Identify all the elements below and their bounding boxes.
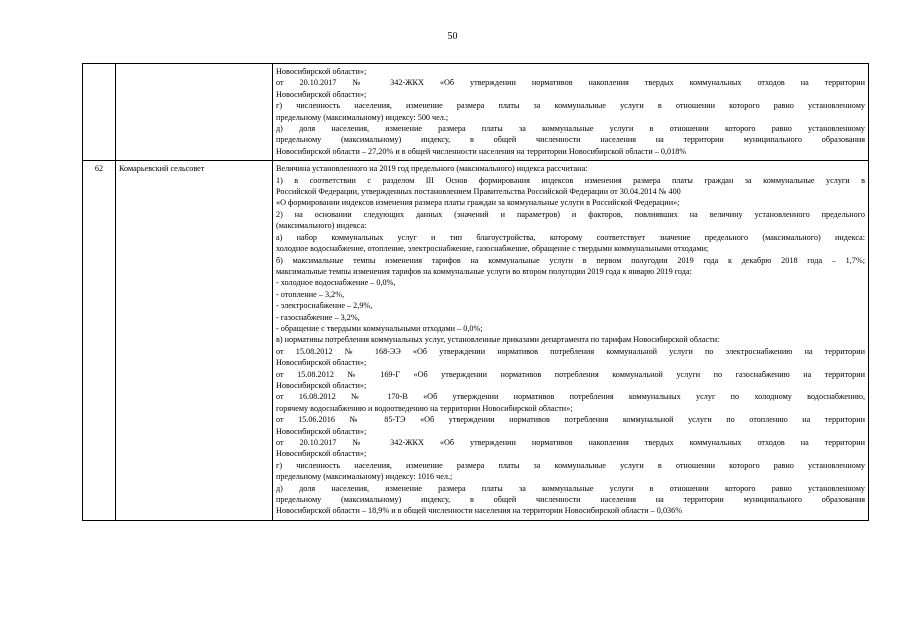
text-line: от 20.10.2017 № 342-ЖКХ «Об утверждении нормативов накопления твердых коммунальных отходов на территории — [276, 438, 865, 447]
text-line: - электроснабжение – 2,9%, — [276, 301, 373, 311]
table-row — [83, 64, 869, 161]
text-line: 1) в соответствии с разделом III Основ формирования индексов изменения размера платы граждан за коммунальные услуги в — [276, 175, 865, 185]
text-line: Новосибирской области»; — [276, 380, 367, 390]
row-number-cell — [83, 64, 116, 161]
text-line: Новосибирской области»; — [276, 358, 367, 368]
text-line: 2) на основании следующих данных (значений и параметров) и факторов, повлиявших на величину установленного предельного — [276, 209, 865, 219]
text-line: максимальные темпы изменения тарифов на коммунальные услуги во втором полугодии 2019 года к январю 2019 года: — [276, 266, 692, 276]
text-line: Новосибирской области – 18,9% и в общей численности населения на территории Новосибирской области – 0,036% — [276, 506, 683, 516]
text-line: предельному (максимальному) индексу, в общей численности населения на территории муниципального образования — [276, 135, 865, 145]
text-line: Российской Федерации, утвержденных постановлением Правительства Российской Федерации от 30.04.2014 № 400 — [276, 187, 681, 197]
text-line: горячему водоснабжению и водоотведению на территории Новосибирской области»; — [276, 403, 573, 413]
justification-text-cell — [273, 161, 869, 521]
text-line: - холодное водоснабжение – 0,0%, — [276, 278, 396, 288]
justification-text-cell — [273, 64, 869, 161]
text-line: - газоснабжение – 3,2%, — [276, 312, 360, 322]
text-line: г) численность населения, изменение размера платы за коммунальные услуги в отношении которого равно установленному — [276, 460, 865, 470]
text-line: предельному (максимальному) индексу, в общей численности населения на территории муниципального образования — [276, 495, 865, 505]
text-line: предельному (максимальному) индексу: 500 чел.; — [276, 112, 449, 122]
text-line: Новосибирской области»; — [276, 67, 367, 76]
text-line: - отопление – 3,2%, — [276, 289, 345, 299]
page-number: 50 — [447, 31, 458, 42]
text-line: г) численность населения, изменение размера платы за коммунальные услуги в отношении которого равно установленному — [276, 101, 865, 111]
text-line: д) доля населения, изменение размера платы за коммунальные услуги в отношении которого равно установленному — [276, 483, 865, 493]
index-table — [82, 63, 869, 521]
text-line: - обращение с твердыми коммунальными отходами – 0,0%; — [276, 323, 483, 333]
text-line: в) нормативы потребления коммунальных услуг, установленные приказами департамента по тарифам Новосибирской области: — [276, 335, 720, 345]
text-line: а) набор коммунальных услуг и тип благоустройства, которому соответствует значение предельного (максимального) индекса: — [276, 232, 865, 242]
text-line: д) доля населения, изменение размера платы за коммунальные услуги в отношении которого равно установленному — [276, 124, 865, 134]
text-line: от 15.08.2012 № 169-Г «Об утверждении нормативов потребления коммунальной услуги по газоснабжению на территории — [276, 369, 865, 379]
table-row — [83, 161, 869, 521]
text-line: б) максимальные темпы изменения тарифов на коммунальные услуги в первом полугодии 2019 года к декабрю 2018 года – 1,7%; — [276, 255, 865, 265]
text-line: предельному (максимальному) индексу: 1016 чел.; — [276, 472, 453, 482]
text-line: холодное водоснабжение, отопление, электроснабжение, газоснабжение, обращение с твердыми коммунальными отходами; — [276, 244, 709, 254]
municipality-name-cell — [116, 64, 273, 161]
text-line: от 20.10.2017 № 342-ЖКХ «Об утверждении нормативов накопления твердых коммунальных отходов на территории — [276, 78, 865, 88]
text-line: Новосибирской области»; — [276, 426, 367, 436]
municipality-name-cell: Комарьевский сельсовет — [116, 161, 273, 521]
text-line: Новосибирской области – 27,20% и в общей численности населения на территории Новосибирской области – 0,018% — [276, 146, 687, 156]
text-line: (максимального) индекса: — [276, 221, 367, 231]
row-number-cell: 62 — [83, 161, 116, 521]
text-line: Новосибирской области»; — [276, 89, 367, 99]
text-line: от 15.06.2016 № 85-ТЭ «Об утверждении нормативов потребления коммунальной услуги по отоплению на территории — [276, 415, 865, 425]
text-line: «О формировании индексов изменения размера платы граждан за коммунальные услуги в Российской Федерации»; — [276, 198, 680, 208]
text-line: Величина установленного на 2019 год предельного (максимального) индекса рассчитана: — [276, 164, 588, 174]
text-line: Новосибирской области»; — [276, 449, 367, 459]
text-line: от 15.08.2012 № 168-ЭЭ «Об утверждении нормативов потребления коммунальной услуги по электроснабжению на территории — [276, 346, 865, 356]
text-line: от 16.08.2012 № 170-В «Об утверждении нормативов потребления коммунальных услуг по холодному водоснабжению, — [276, 392, 865, 402]
